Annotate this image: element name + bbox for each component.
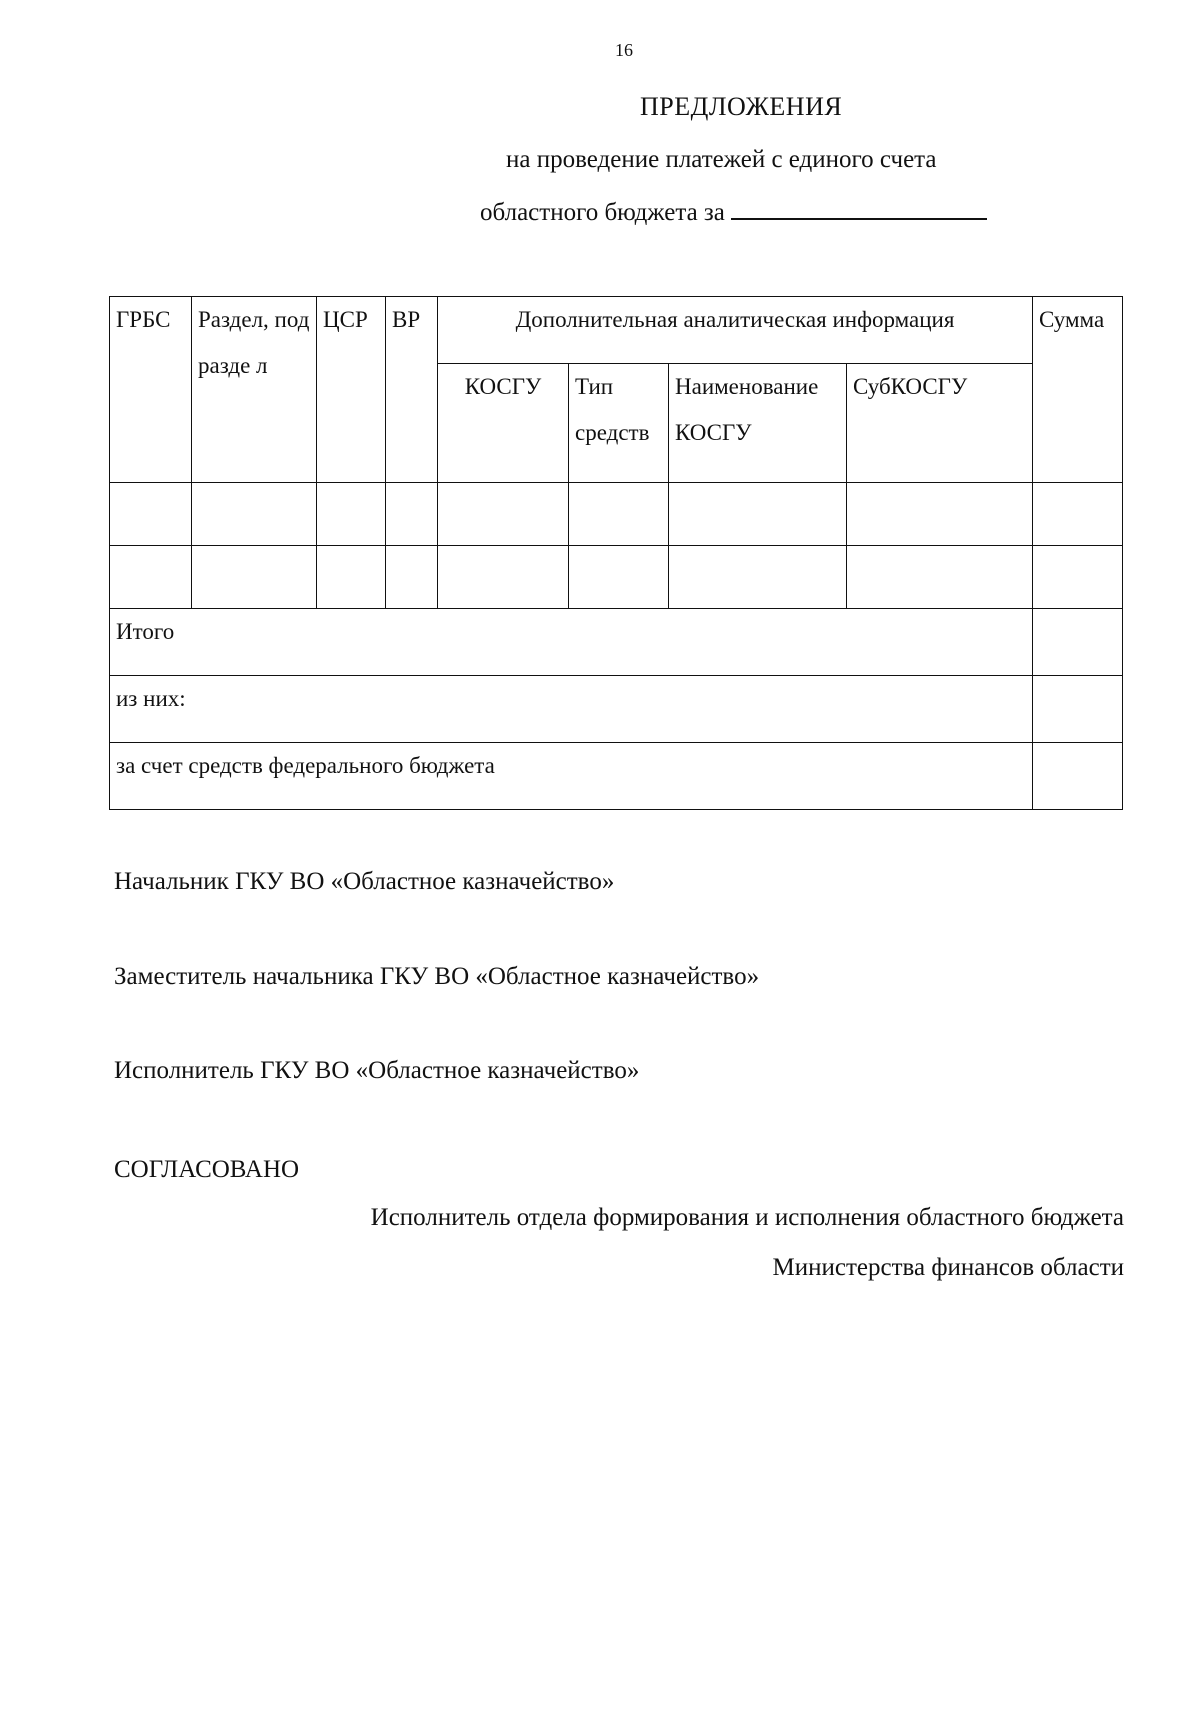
header-extra-info: Дополнительная аналитическая информация: [438, 297, 1033, 364]
agreed-label: СОГЛАСОВАНО: [114, 1156, 300, 1183]
signature-deputy: Заместитель начальника ГКУ ВО «Областное казначейство»: [114, 963, 760, 990]
table-cell: [569, 483, 669, 546]
period-blank-field: [731, 196, 987, 220]
payment-proposal-table: [109, 296, 1123, 810]
table-row: [110, 483, 1123, 546]
table-cell: [386, 546, 438, 609]
table-row: [110, 546, 1123, 609]
header-razdel: Раздел, подразде л: [192, 297, 317, 483]
header-kosgu: КОСГУ: [438, 364, 569, 483]
subtitle-text: областного бюджета за: [480, 199, 725, 226]
table-cell: [438, 546, 569, 609]
header-tsr: ЦСР: [317, 297, 386, 483]
table-cell: [317, 546, 386, 609]
total-sum-cell: [1033, 609, 1123, 676]
table-cell: [192, 546, 317, 609]
document-subtitle-line2: [480, 196, 987, 227]
of-which-sum-cell: [1033, 676, 1123, 743]
table-cell: [110, 546, 192, 609]
document-subtitle-line1: на проведение платежей с единого счета: [506, 146, 937, 173]
header-subkosgu: СубКОСГУ: [847, 364, 1033, 483]
signature-chief: Начальник ГКУ ВО «Областное казначейство»: [114, 868, 615, 895]
header-naim-kosgu: Наименование КОСГУ: [669, 364, 847, 483]
agreed-executor-line2: Министерства финансов области: [772, 1254, 1124, 1281]
federal-label: за счет средств федерального бюджета: [110, 743, 1033, 810]
table-cell: [386, 483, 438, 546]
document-title: ПРЕДЛОЖЕНИЯ: [640, 92, 843, 121]
signature-executor: Исполнитель ГКУ ВО «Областное казначейство»: [114, 1057, 640, 1084]
table-cell: [847, 546, 1033, 609]
table-cell: [569, 546, 669, 609]
table-cell: [847, 483, 1033, 546]
of-which-row: [110, 676, 1123, 743]
table-cell: [1033, 546, 1123, 609]
table-cell: [1033, 483, 1123, 546]
header-vr: ВР: [386, 297, 438, 483]
table-cell: [669, 546, 847, 609]
total-row: [110, 609, 1123, 676]
table-cell: [192, 483, 317, 546]
header-tip-sredstv: Тип средств: [569, 364, 669, 483]
table-cell: [669, 483, 847, 546]
federal-sum-cell: [1033, 743, 1123, 810]
header-grbs: ГРБС: [110, 297, 192, 483]
agreed-executor-line1: Исполнитель отдела формирования и исполнения областного бюджета: [370, 1204, 1124, 1231]
table-cell: [110, 483, 192, 546]
total-label: Итого: [110, 609, 1033, 676]
table-cell: [317, 483, 386, 546]
of-which-label: из них:: [110, 676, 1033, 743]
page-number: 16: [615, 40, 633, 60]
header-summa: Сумма: [1033, 297, 1123, 483]
federal-row: [110, 743, 1123, 810]
table-cell: [438, 483, 569, 546]
